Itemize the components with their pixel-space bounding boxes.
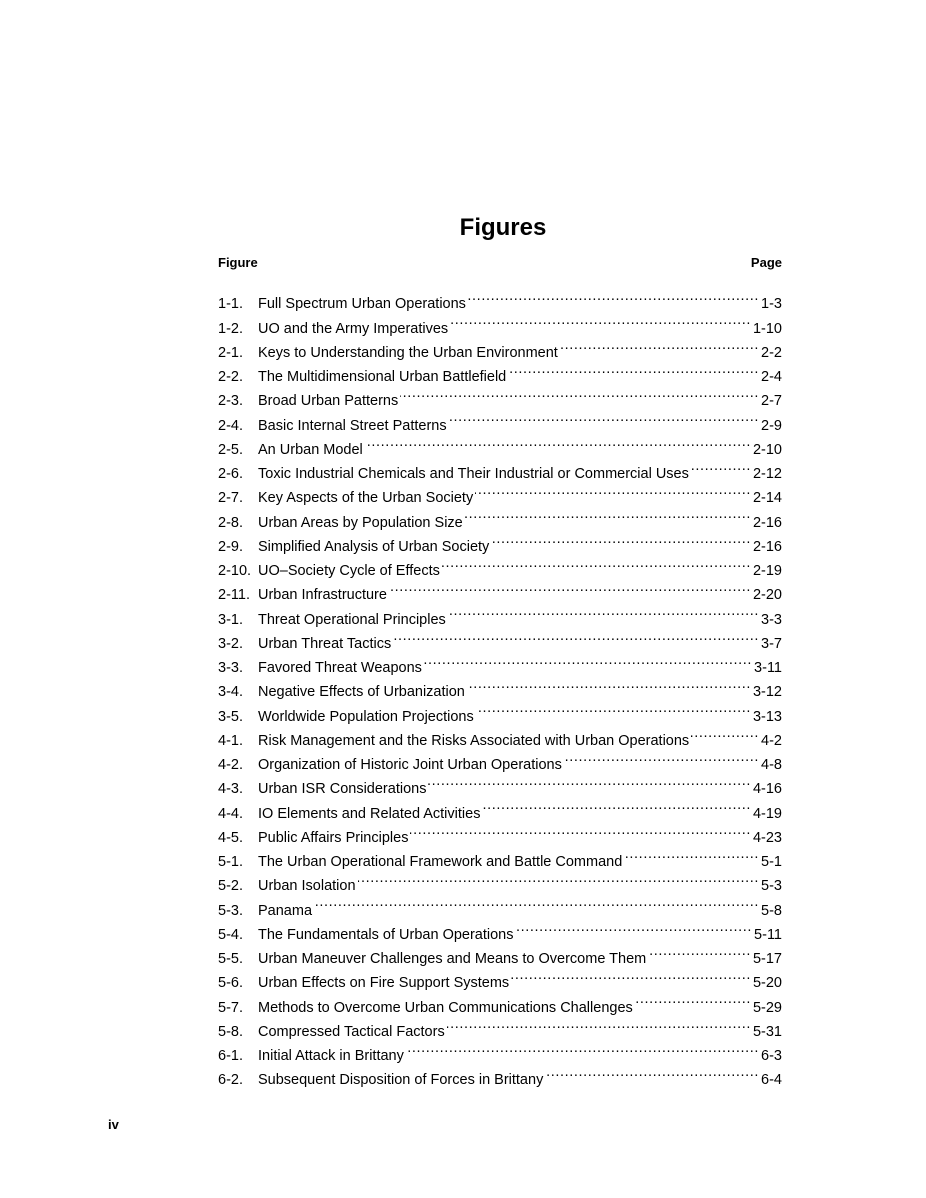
figure-number: 4-3. — [218, 781, 243, 798]
dot-leader — [545, 1060, 759, 1084]
page-title: Figures — [459, 214, 547, 241]
dot-leader — [442, 551, 751, 575]
figure-page-number: 6-3 — [761, 1048, 782, 1064]
figure-title: Toxic Industrial Chemicals and Their Industrial or Commercial Uses — [258, 466, 689, 482]
dot-leader — [508, 357, 759, 381]
dot-leader — [448, 599, 759, 623]
figure-title: UO and the Army Imperatives — [258, 320, 449, 337]
figure-page-number: 2-4 — [761, 369, 782, 385]
figure-title: Panama — [258, 902, 313, 919]
dot-leader — [482, 793, 751, 817]
figure-page-number: 3-12 — [752, 684, 782, 701]
figure-title: Favored Threat Weapons — [258, 660, 422, 676]
figure-page-number: 2-2 — [761, 344, 782, 361]
dot-leader — [511, 963, 751, 987]
figure-page-number: 4-23 — [752, 829, 782, 846]
figure-number: 4-1. — [218, 732, 243, 749]
dot-leader — [428, 769, 751, 793]
dot-leader — [447, 1012, 751, 1036]
page-number: iv — [108, 1117, 119, 1132]
dot-leader — [635, 987, 751, 1011]
figure-title: Urban ISR Considerations — [258, 781, 427, 798]
figure-page-number: 3-3 — [761, 611, 782, 628]
dot-leader — [468, 284, 759, 308]
figure-title: IO Elements and Related Activities — [258, 805, 481, 822]
figure-page-number: 4-2 — [761, 732, 782, 749]
dot-leader — [314, 890, 759, 914]
figure-number: 2-9. — [218, 538, 243, 555]
figure-page-number: 4-19 — [752, 805, 782, 822]
figure-page-number: 6-4 — [761, 1072, 782, 1089]
figure-title: Urban Maneuver Challenges and Means to Overcome Them — [258, 951, 647, 967]
figure-title: Public Affairs Principles — [258, 829, 409, 846]
figure-page-number: 2-12 — [752, 466, 782, 482]
figure-number: 5-4. — [218, 926, 243, 943]
figure-number: 2-11. — [218, 587, 250, 604]
figure-title: The Multidimensional Urban Battlefield — [258, 369, 507, 385]
dot-leader — [624, 842, 759, 866]
figure-column-header: Figure — [218, 255, 258, 270]
figure-number: 3-4. — [218, 684, 243, 701]
figure-number: 4-4. — [218, 805, 243, 822]
figure-number: 3-1. — [218, 611, 243, 628]
figure-number: 2-4. — [218, 417, 243, 434]
figure-page-number: 5-17 — [752, 951, 782, 967]
figure-title: Key Aspects of the Urban Society — [258, 490, 474, 507]
figure-title: Negative Effects of Urbanization — [258, 684, 465, 701]
figure-number: 6-1. — [218, 1048, 243, 1064]
figure-page-number: 1-10 — [752, 320, 782, 337]
dot-leader — [560, 333, 759, 357]
figure-page-number: 1-3 — [761, 296, 782, 313]
figure-title: Compressed Tactical Factors — [258, 1023, 445, 1040]
figure-number: 6-2. — [218, 1072, 243, 1089]
figure-title: Urban Threat Tactics — [258, 635, 392, 652]
figure-entry[interactable] — [218, 284, 782, 313]
dot-leader — [449, 405, 759, 429]
figure-page-number: 5-29 — [752, 999, 782, 1016]
figure-number: 1-2. — [218, 320, 243, 337]
dot-leader — [564, 745, 759, 769]
figure-page-number: 3-11 — [754, 660, 782, 676]
figure-number: 5-1. — [218, 854, 243, 870]
figure-number: 3-2. — [218, 635, 243, 652]
figure-page-number: 5-20 — [752, 975, 782, 992]
figure-number: 5-2. — [218, 878, 243, 895]
dot-leader — [465, 502, 751, 526]
page-column-header: Page — [750, 255, 782, 270]
figure-page-number: 2-20 — [752, 587, 782, 604]
figure-title: Methods to Overcome Urban Communications Challenges — [258, 999, 633, 1016]
figure-title: Broad Urban Patterns — [258, 393, 399, 410]
figure-number: 4-2. — [218, 757, 243, 773]
figure-number: 2-10. — [218, 563, 252, 579]
figure-number: 3-5. — [218, 708, 243, 725]
dot-leader — [491, 527, 751, 551]
figure-title: Urban Isolation — [258, 878, 356, 895]
dot-leader — [400, 381, 759, 405]
figure-page-number: 5-3 — [761, 878, 782, 895]
figure-page-number: 5-8 — [761, 902, 782, 919]
figure-page-number: 5-1 — [761, 854, 782, 870]
figure-title: The Fundamentals of Urban Operations — [258, 926, 514, 943]
figure-page-number: 4-8 — [761, 757, 782, 773]
figure-title: The Urban Operational Framework and Battle Command — [258, 854, 623, 870]
figure-number: 1-1. — [218, 296, 243, 313]
figure-title: Worldwide Population Projections — [258, 708, 474, 725]
figure-title: Basic Internal Street Patterns — [258, 417, 447, 434]
figure-number: 4-5. — [218, 829, 243, 846]
figure-page-number: 2-9 — [761, 417, 782, 434]
figure-page-number: 2-19 — [752, 563, 782, 579]
figure-page-number: 2-16 — [752, 538, 782, 555]
figure-number: 5-3. — [218, 902, 243, 919]
figure-title: UO–Society Cycle of Effects — [258, 563, 440, 579]
figure-title: Urban Areas by Population Size — [258, 514, 463, 531]
figure-title: Full Spectrum Urban Operations — [258, 296, 466, 313]
figure-number: 2-6. — [218, 466, 243, 482]
figure-number: 5-6. — [218, 975, 243, 992]
dot-leader — [365, 430, 751, 454]
figure-title: Organization of Historic Joint Urban Operations — [258, 757, 562, 773]
figure-title: Subsequent Disposition of Forces in Brittany — [258, 1072, 544, 1089]
figure-number: 5-7. — [218, 999, 243, 1016]
figure-title: An Urban Model — [258, 441, 363, 458]
figure-page-number: 2-14 — [752, 490, 782, 507]
dot-leader — [358, 866, 760, 890]
figures-list — [218, 284, 782, 1089]
figure-page-number: 3-7 — [761, 635, 782, 652]
dot-leader — [450, 308, 751, 332]
figure-title: Urban Effects on Fire Support Systems — [258, 975, 510, 992]
dot-leader — [424, 648, 752, 672]
figure-number: 2-2. — [218, 369, 243, 385]
dot-leader — [648, 939, 751, 963]
dot-leader — [467, 672, 751, 696]
figure-title: Urban Infrastructure — [258, 587, 387, 604]
figure-number: 2-5. — [218, 441, 243, 458]
dot-leader — [410, 818, 751, 842]
figure-number: 2-7. — [218, 490, 243, 507]
figure-page-number: 2-10 — [752, 441, 782, 458]
figure-number: 2-8. — [218, 514, 243, 531]
dot-leader — [393, 624, 759, 648]
dot-leader — [691, 454, 751, 478]
figure-page-number: 5-31 — [752, 1023, 782, 1040]
dot-leader — [475, 478, 751, 502]
figure-page-number: 3-13 — [752, 708, 782, 725]
figure-page-number: 2-7 — [761, 393, 782, 410]
figure-page-number: 5-11 — [754, 926, 782, 943]
figure-number: 5-5. — [218, 951, 243, 967]
figure-number: 5-8. — [218, 1023, 243, 1040]
dot-leader — [516, 915, 753, 939]
figure-title: Threat Operational Principles — [258, 611, 446, 628]
figure-page-number: 4-16 — [752, 781, 782, 798]
figure-title: Simplified Analysis of Urban Society — [258, 538, 490, 555]
dot-leader — [476, 696, 751, 720]
dot-leader — [406, 1036, 759, 1060]
figure-page-number: 2-16 — [752, 514, 782, 531]
dot-leader — [389, 575, 751, 599]
dot-leader — [691, 721, 759, 745]
figure-number: 2-3. — [218, 393, 243, 410]
figure-title: Keys to Understanding the Urban Environment — [258, 344, 558, 361]
figure-number: 2-1. — [218, 344, 243, 361]
figure-number: 3-3. — [218, 660, 243, 676]
figure-title: Initial Attack in Brittany — [258, 1048, 404, 1064]
figure-title: Risk Management and the Risks Associated with Urban Operations — [258, 732, 690, 749]
